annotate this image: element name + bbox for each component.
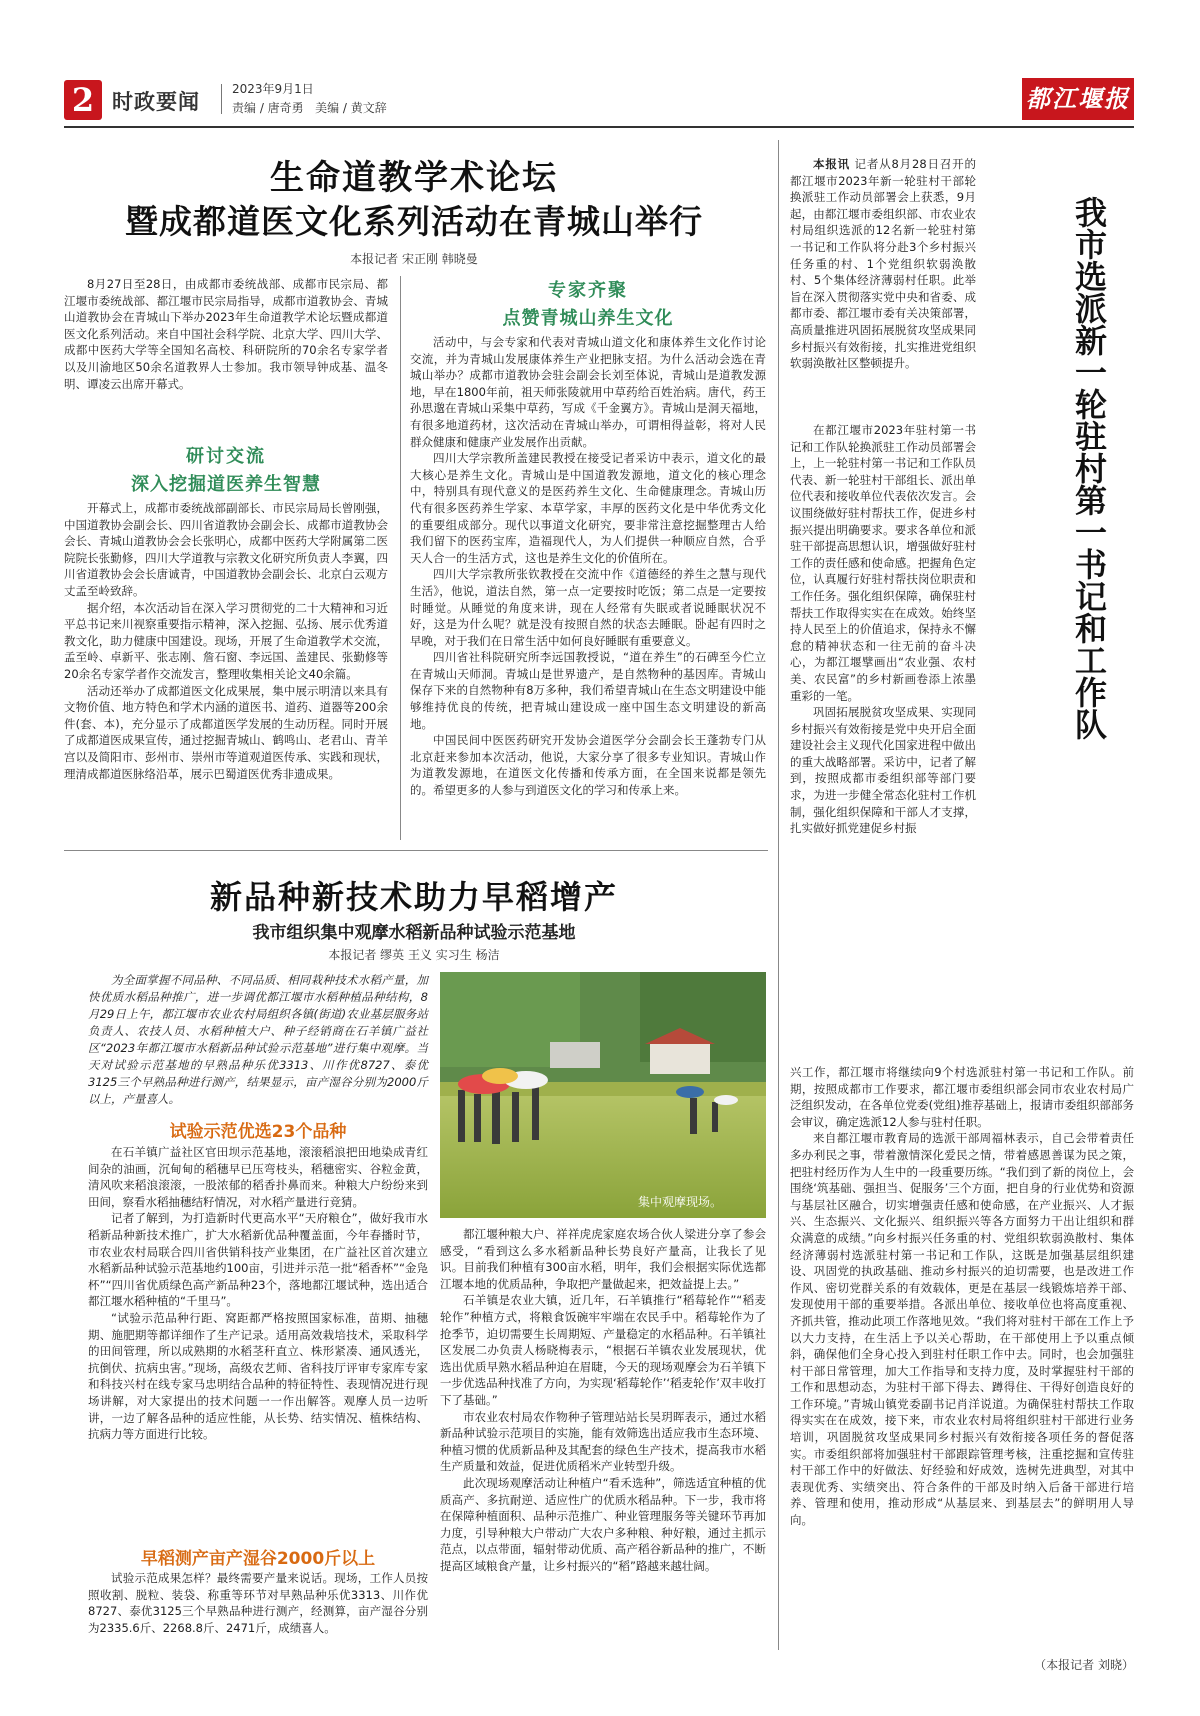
article1-sub1-line1: 研讨交流 — [186, 446, 266, 467]
article1-intro — [64, 276, 388, 392]
article1-title-line2: 暨成都道医文化系列活动在青城山举行 — [125, 202, 703, 241]
article1-right-para: 中国民间中医医药研究开发协会道医学分会副会长王蓬勃专门从北京赶来参加本次活动，他说，大家分享了很多专业知识。青城山作为道教发源地，在道医文化传播和传承方面，在全国来说都是领先的。希望更多的人参与到道医文化的学习和传承上来。 — [410, 733, 766, 798]
article2-photo — [440, 972, 766, 1218]
article1-left-para: 据介绍，本次活动旨在深入学习贯彻党的二十大精神和习近平总书记来川视察重要指示精神，深入挖掘、弘扬、展示优秀道教文化，助力健康中国建设。现场，开展了生命道教学术交流，孟至岭、卓新平、张志刚、詹石窗、李远国、盖建民、张勤修等20余名专家学者作交流发言，整理收集相关论文40余篇。 — [64, 600, 388, 681]
article1-sub2-line1: 专家齐聚 — [548, 280, 628, 301]
article3-narrow-column — [790, 422, 976, 837]
article2-left-para: “试验示范品种行距、窝距都严格按照国家标准，苗期、抽穗期、施肥期等都详细作了生产记录。适用高效栽培技术，采取科学的田间管理，所以成熟期的水稻茎秆直立、株形紧凑、通风透光，抗倒伏、抗病虫害。”现场，高级农艺师、省科技厅评审专家库专家和科技兴村在线专家马忠明结合品种的特征特性、表现情况进行现场讲解，对大家提出的技术问题一一作出解答。观摩人员一边听讲，一边了解各品种的适应性能，从长势、结实情况、植株结构、抗病力等方面进行比较。 — [88, 1310, 428, 1442]
masthead-text: 都江堰报 — [1026, 84, 1130, 113]
article3-lead-text: 记者从8月28日召开的都江堰市2023年新一轮驻村干部轮换派驻工作动员部署会上获悉，9月起，由都江堰市委组织部、市农业农村局组织选派的12名新一轮驻村第一书记和工作队将分赴3个乡村振兴任务重的村、1个党组织软弱涣散村、5个集体经济薄弱村任职。此举旨在深入贯彻落实党中央和省委、成都市委、都江堰市委有关决策部署，高质量推进巩固拓展脱贫攻坚成果同乡村振兴有效衔接，扎实推进党组织软弱涣散社区整顿提升。 — [790, 157, 977, 371]
article3-para: 兴工作，都江堰市将继续向9个村选派驻村第一书记和工作队。前期，按照成都市工作要求，都江堰市委组织部会同市农业农村局广泛组织发动，在各单位党委(党组)推荐基础上，报请市委组织部部务会审议，确定选派12人参与驻村任职。 — [790, 1065, 1134, 1129]
article2-sub2: 早稻测产亩产湿谷2000斤以上 — [140, 1549, 376, 1569]
article2-subtitle: 我市组织集中观摩水稻新品种试验示范基地 — [252, 923, 576, 943]
article3-lead-para — [790, 156, 976, 372]
article2-right-para: 此次现场观摩活动让种植户“看禾选种”，筛选适宜种植的优质高产、多抗耐逆、适应性广的优质水稻品种。下一步，我市将在保障种植面积、品种示范推广、种业管理服务等关键环节再加力度，引导种粮大户带动广大农户多种粮、种好粮，通过主抓示范点，以点带面，辐射带动优质、高产稻谷新品种的推广，不断提高区域粮食产量，让乡村振兴的“稻”路越来越壮阔。 — [440, 1475, 766, 1573]
issue-date: 2023年9月1日 — [232, 82, 314, 96]
article3-end-byline: （本报记者 刘晓） — [1034, 1658, 1134, 1672]
photo-caption: 集中观摩现场。 — [637, 1195, 722, 1209]
article2-right-column — [440, 1226, 766, 1574]
article1-sub2-line2: 点赞青城山养生文化 — [502, 308, 674, 329]
article2-right-para: 石羊镇是农业大镇，近几年，石羊镇推行“稻莓轮作”“稻麦轮作”种植方式，将粮食饭碗牢牢端在农民手中。稻莓轮作为了抢季节，迫切需要生长周期短、产量稳定的水稻品种。石羊镇社区发展二办负责人杨晓梅表示，“根据石羊镇农业发展现状，优选出优质早熟水稻品种迫在眉睫，今天的现场观摩会为石羊镇下一步优选品种找准了方向，为实现‘稻莓轮作’‘稻麦轮作’双丰收打下了基础。” — [440, 1293, 766, 1407]
article2-left-para: 在石羊镇广益社区官田坝示范基地，滚滚稻浪把田地染成青红间杂的油画，沉甸甸的稻穗早已压弯枝头，稻穗密实、谷粒金黄，清风吹来稻浪滚滚，一股浓郁的稻香扑鼻而来。种粮大户纷纷来到田间，察看水稻抽穗结籽情况，对水稻产量进行竞猜。 — [88, 1145, 428, 1209]
article2-lead — [88, 972, 428, 1108]
article1-left-para: 开幕式上，成都市委统战部副部长、市民宗局局长曾刚强，中国道教协会副会长、四川省道教协会副会长、成都市道教协会会长、青城山道教协会会长张明心，成都中医药大学附属第二医院院长张勤修，四川大学道教与宗教文化研究所负责人李翼，四川省道教协会会长唐诚青，中国道教协会副会长、北京白云观方丈孟至岭致辞。 — [64, 501, 388, 598]
article3-title: 我市选派新一轮驻村第一书记和工作队 — [1070, 196, 1108, 740]
header-divider — [221, 84, 222, 114]
article2-left-column-2 — [88, 1570, 428, 1636]
article1-byline: 本报记者 宋正刚 韩晓曼 — [350, 252, 478, 266]
article1-left-column — [64, 500, 388, 782]
article3-lead — [790, 156, 976, 372]
header-rule — [64, 126, 1134, 128]
article2-sub1: 试验示范优选23个品种 — [169, 1122, 347, 1142]
page-number: 2 — [71, 81, 95, 119]
article3-wide-column — [790, 1064, 1134, 1529]
article1-right-para: 四川大学宗教所张钦教授在交流中作《道德经的养生之慧与现代生活》，他说，道法自然，第一点一定要按时吃饭；第二点是一定要按时睡觉。从睡觉的角度来讲，现在人经常有失眠或者说睡眠状况不好，这是为什么呢？就是没有按照自然的状态去睡眠。卧起有四时之早晚，对于我们在日常生活中如何良好睡眠有重要意义。 — [410, 567, 766, 648]
article-separator — [64, 850, 768, 851]
article2-right-para: 市农业农村局农作物种子管理站站长吴玥晖表示，通过水稻新品种试验示范项目的实施，能有效筛选出适应我市生态环境、种植习惯的优质新品种及其配套的绿色生产技术，提高我市水稻生产质量和效益，促进优质稻米产业转型升级。 — [440, 1409, 766, 1474]
masthead-logo — [1022, 78, 1134, 120]
editors-credit: 责编 / 唐奇勇 美编 / 黄文辞 — [232, 101, 387, 115]
article1-column-divider — [400, 276, 401, 840]
article1-sub1-line2: 深入挖掘道医养生智慧 — [131, 474, 321, 495]
article1-right-column — [410, 334, 766, 799]
article3-title-vertical — [1068, 196, 1108, 740]
article2-right-para: 都江堰种粮大户、祥祥虎虎家庭农场合伙人梁进分享了参会感受，“看到这么多水稻新品种长势良好产量高，让我长了见识。目前我们种植有300亩水稻，明年，我们会根据实际优选都江堰本地的优质品种，争取把产量做起来，把效益提上去。” — [440, 1227, 766, 1291]
article1-right-para: 四川省社科院研究所李远国教授说，“道在养生”的石碑至今伫立在青城山天师洞。青城山是世界遗产，是自然物种的基因库。青城山保存下来的自然物种有8万多种，我们希望青城山在生态文明建设中能够维持优良的传统，把青城山建设成一座中国生态文明建设的新高地。 — [410, 650, 766, 731]
article3-lead-label: 本报讯 — [813, 157, 851, 171]
page-number-badge — [64, 80, 102, 120]
article2-byline: 本报记者 缪英 王义 实习生 杨洁 — [328, 948, 500, 962]
article3-para: 巩固拓展脱贫攻坚成果、实现同乡村振兴有效衔接是党中央开启全面建设社会主义现代化国家进程中做出的重大战略部署。采访中，记者了解到，按照成都市委组织部等部门要求，为进一步健全常态化驻村工作机制，强化组织保障和干部人才支撑，扎实做好抓党建促乡村振 — [790, 705, 976, 836]
article1-intro-para: 8月27日至28日，由成都市委统战部、成都市民宗局、都江堰市委统战部、都江堰市民宗局指导，成都市道教协会、青城山道教协会在青城山下举办2023年生命道教学术论坛暨成都道医文化系列活动。来自中国社会科学院、北京大学、四川大学、成都中医药大学等全国知名高校、科研院所的70余名专家学者以及川渝地区50余名道教界人士参加。我市领导钟成基、温冬明、谭凌云出席开幕式。 — [64, 277, 388, 391]
article2-lead-para: 为全面掌握不同品种、不同品质、相同栽种技术水稻产量，加快优质水稻品种推广，进一步调优都江堰市水稻种植品种结构，8月29日上午，都江堰市农业农村局组织各镇(街道)农业基层服务站负责人、农技人员、水稻种植大户、种子经销商在石羊镇广益社区“2023年都江堰市水稻新品种试验示范基地”进行集中观摩。当天对试验示范基地的早熟品种乐优3313、川作优8727、泰优3125三个早熟品种进行测产，结果显示，亩产湿谷分别为2000斤以上，产量喜人。 — [88, 973, 428, 1106]
article1-left-para: 活动还举办了成都道医文化成果展，集中展示明清以来具有文物价值、地方特色和学术内涵的道医书、道药、道器等200余件(套、本)，充分显示了成都道医学发展的生动历程。同时开展了成都道医成果宣传，通过挖掘青城山、鹤鸣山、老君山、青羊宫以及简阳市、彭州市、崇州市等道观道医传承、实践和现状，理清成都道医脉络沿革，展示巴蜀道医优秀非遗成果。 — [64, 683, 388, 781]
article2-left-para: 记者了解到，为打造新时代更高水平“天府粮仓”，做好我市水稻新品种新技术推广，扩大水稻新优品种覆盖面，今年春播时节，市农业农村局联合四川省供销科技产业集团，在广益社区首次建立水稻新品种试验示范基地约100亩，引进并示范一批“稻香杯”“金凫杯”“四川省优质绿色高产新品种23个，落地都江堰试种，选出适合都江堰水稻种植的“千里马”。 — [88, 1211, 428, 1309]
article3-para: 来自都江堰市教育局的选派干部周福林表示，自己会带着责任多办利民之事，带着激情深化爱民之情，带着感恩善谋为民之策，把驻村经历作为人生中的一段重要历练。“我们到了新的岗位上，会围绕‘筑基础、强担当、促服务’三个方面，把自身的行业优势和资源与基层社区融合，切实增强责任感和使命感，在产业振兴、人才振兴、生态振兴、文化振兴、组织振兴等各方面努力干出让组织和群众满意的成绩。”向乡村振兴任务重的村、党组织软弱涣散村、集体经济薄弱村选派驻村第一书记和工作队，这既是加强基层组织建设、巩固党的执政基础、推动乡村振兴的迫切需要，也是改进工作作风、密切党群关系的有效载体，更是在基层一线锻炼培养干部、发现使用干部的重要举措。各派出单位、接收单位也将高度重视、齐抓共管，推动此项工作落地见效。“我们将对驻村干部在工作上予以大力支持，在生活上予以关心帮助，在干部使用上予以重点倾斜，确保他们全身心投入到驻村任职工作中去。同时，也会加强驻村干部日常管理，加大工作指导和支持力度，及时掌握驻村干部的工作和思想动态，为驻村干部下得去、蹲得住、干得好创造良好的工作环境。”青城山镇党委副书记肖洋说道。为确保驻村帮扶工作取得实实在在成效，接下来，市农业农村局将组织驻村干部进行业务培训，巩固脱贫攻坚成果同乡村振兴有效衔接各项任务的督促落实。市委组织部将加强驻村干部跟踪管理考核，注重挖掘和宣传驻村干部工作中的好做法、好经验和好成效，选树先进典型，对其中表现优秀、实绩突出、符合条件的干部及时纳入后备干部进行培养、管理和使用，推动形成“从基层来、到基层去”的鲜明用人导向。 — [790, 1131, 1134, 1528]
article1-title-line1: 生命道教学术论坛 — [270, 158, 558, 198]
section-title: 时政要闻 — [112, 90, 200, 114]
main-column-divider — [778, 140, 779, 1650]
article3-para: 在都江堰市2023年驻村第一书记和工作队轮换派驻工作动员部署会上，上一轮驻村第一书记和工作队员代表、新一轮驻村干部组长、派出单位代表和接收单位代表依次发言。会议围绕做好驻村帮扶工作，促进乡村振兴提出明确要求。要求各单位和派驻干部提高思想认识，增强做好驻村工作的责任感和使命感。把握角色定位，认真履行好驻村帮扶岗位职责和工作任务。强化组织保障，确保驻村帮扶工作取得实实在在成效。始终坚持人民至上的价值追求，保持永不懈怠的精神状态和一往无前的奋斗决心，为都江堰擘画出“农业强、农村美、农民富”的乡村新画卷添上浓墨重彩的一笔。 — [790, 423, 976, 703]
article1-right-para: 活动中，与会专家和代表对青城山道文化和康体养生文化作讨论交流，并为青城山发展康体养生产业把脉支招。为什么活动会选在青城山举办？成都市道教协会驻会副会长刘至体说，青城山是道教发源地，早在1800年前，祖天师张陵就用中草药给百姓治病。唐代，药王孙思邈在青城山采集中草药，写成《千金翼方》。青城山是洞天福地，有很多地道药材，这次活动在青城山举办，可谓相得益彰，将对人民群众健康和健康产业发展作出贡献。 — [410, 335, 766, 449]
rice-field-photo — [440, 972, 766, 1218]
article2-left-column — [88, 1144, 428, 1443]
article1-right-para: 四川大学宗教所盖建民教授在接受记者采访中表示，道文化的最大核心是养生文化。青城山是中国道教发源地，道文化的核心理念中，特别具有现代意义的是医药养生文化、生命健康理念。青城山历代有很多医药养生学家、本草学家，丰厚的医药文化是中华优秀文化的重要组成部分。现代以事道文化研究，要非常注意挖掘整理古人给我们留下的医药宝库，造福现代人，为人们提供一种顺应自然，合乎天人合一的生活方式，这也是养生文化的价值所在。 — [410, 451, 766, 565]
article2-left-para: 试验示范成果怎样？最终需要产量来说话。现场，工作人员按照收割、脱粒、装袋、称重等环节对早熟品种乐优3313、川作优8727、泰优3125三个早熟品种进行测产，经测算，亩产湿谷分别为2335.6斤、2268.8斤、2471斤，成绩喜人。 — [88, 1571, 428, 1635]
article2-title: 新品种新技术助力早稻增产 — [209, 878, 618, 916]
